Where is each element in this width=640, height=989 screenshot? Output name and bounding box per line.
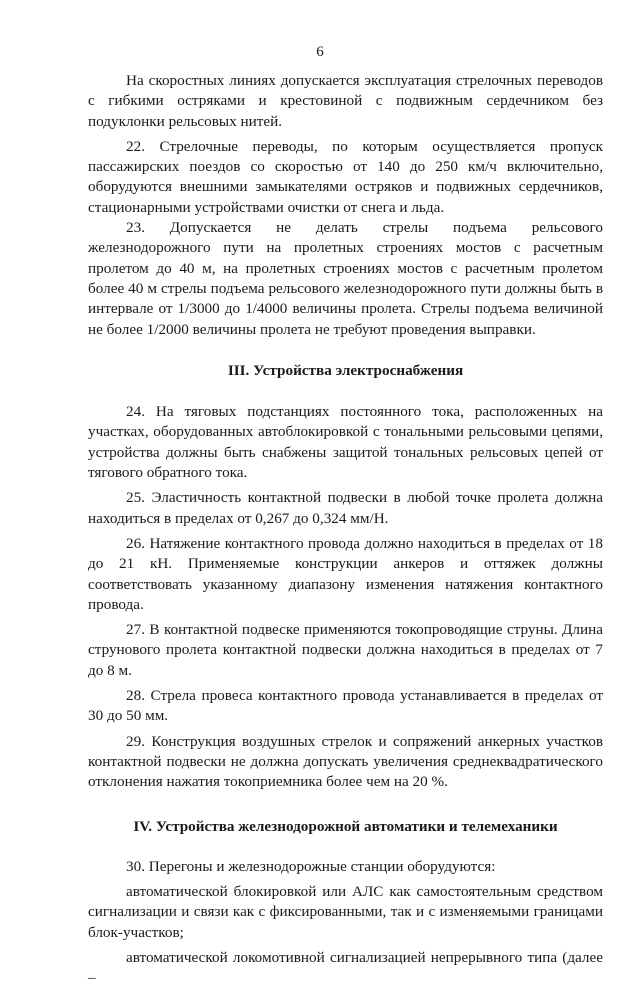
paragraph-23: 23. Допускается не делать стрелы подъема рельсового железнодорожного пути на пролетных строениях мостов с расчетным пролетом до 40 м, на пролетных строениях мостов с расчетным пролетом более 40 м стрелы подъема рельсового железнодорожного пути должны быть в интервале от 1/3000 до 1/4000 величины пролета. Стрелы подъема величиной не более 1/2000 величины пролета не требуют проведения выправки. [88, 219, 603, 338]
list-item-als: автоматической локомотивной сигнализацией непрерывного типа (далее – [88, 948, 603, 987]
page-number: 6 [316, 44, 324, 60]
paragraph-25: 25. Эластичность контактной подвески в любой точке пролета должна находиться в пределах от 0,267 до 0,324 мм/Н. [88, 489, 603, 527]
paragraph-26: 26. Натяжение контактного провода должно находиться в пределах от 18 до 21 кН. Применяемые конструкции анкеров и оттяжек должны соответствовать указанному диапазону изменения натяжения контактного провода. [88, 534, 603, 613]
paragraph-24: 24. На тяговых подстанциях постоянного тока, расположенных на участках, оборудованных автоблокировкой с тональными рельсовыми цепями, устройства должны быть снабжены защитой тональных рельсовых цепей от тягового обратного тока. [88, 403, 603, 482]
paragraph-30: 30. Перегоны и железнодорожные станции оборудуются: [126, 857, 496, 875]
section-heading-automation: IV. Устройства железнодорожной автоматики и телемеханики [133, 817, 558, 835]
paragraph-29: 29. Конструкция воздушных стрелок и сопряжений анкерных участков контактной подвески не должна допускать увеличения среднеквадратического отклонения нажатия токоприемника более чем на 20 %. [88, 732, 603, 791]
document-body [88, 71, 603, 989]
list-item-autoblock: автоматической блокировкой или АЛС как самостоятельным средством сигнализации и связи как с фиксированными, так и с изменяемыми границами блок-участков; [88, 883, 603, 941]
paragraph-high-speed-switches: На скоростных линиях допускается эксплуатация стрелочных переводов с гибкими остряками и крестовиной с подвижным сердечником без подуклонки рельсовых нитей. [88, 72, 603, 130]
paragraph-27: 27. В контактной подвеске применяются токопроводящие струны. Длина струнового пролета контактной подвески должна находиться в пределах от 7 до 8 м. [88, 621, 603, 679]
paragraph-28: 28. Стрела провеса контактного провода устанавливается в пределах от 30 до 50 мм. [88, 687, 603, 725]
paragraph-22: 22. Стрелочные переводы, по которым осуществляется пропуск пассажирских поездов со скоростью от 140 до 250 км/ч включительно, оборудуются внешними замыкателями остряков и подвижных сердечников, стационарными устройствами очистки от снега и льда. [88, 137, 603, 216]
section-heading-power-supply: III. Устройства электроснабжения [227, 361, 464, 379]
